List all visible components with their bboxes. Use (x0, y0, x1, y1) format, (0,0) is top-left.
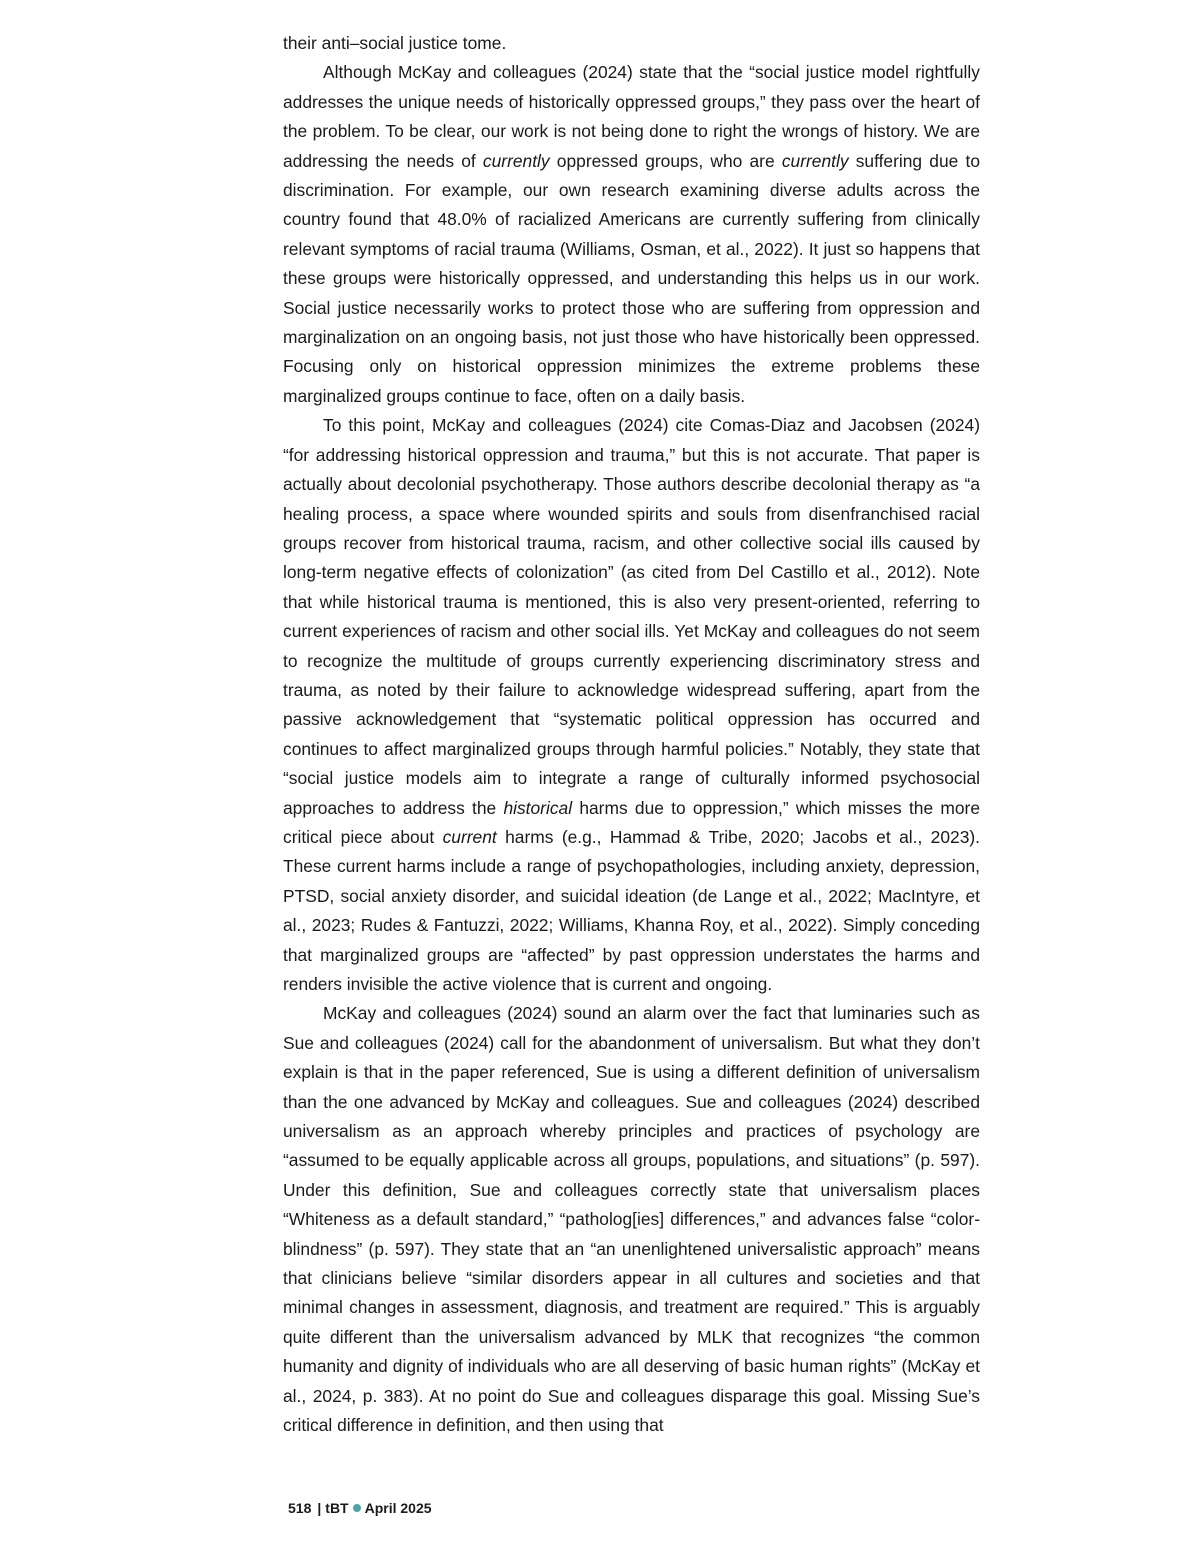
emphasis-currently: currently (482, 150, 550, 171)
text-run: Although McKay and colleagues (2024) state that the “social justice model rightfully addresses the unique needs of historically oppressed groups,” they pass over the heart of the problem. To be clear, our work is not being done to right the wrongs of history. We are addressing the needs of (283, 62, 980, 171)
text-run: harms (e.g., Hammad & Tribe, 2020; Jacobs et al., 2023). These current harms include a range of psychopathologies, including anxiety, depression, PTSD, social anxiety disorder, and suicidal ideation (de Lange et al., 2022; MacIntyre, et al., 2023; Rudes & Fantuzzi, 2022; Williams, Khanna Roy, et al., 2022). Simply conceding that marginalized groups are “affected” by past oppression understates the harms and renders invisible the active violence that is current and ongoing. (283, 826, 980, 994)
journal-name: tBT (325, 1500, 349, 1516)
article-body (283, 29, 980, 1441)
text-run: their anti–social justice tome. (283, 33, 507, 53)
text-run: To this point, McKay and colleagues (2024) cite Comas-Diaz and Jacobsen (2024) “for addressing historical oppression and trauma,” but this is not accurate. That paper is actually about decolonial psychotherapy. Those authors describe decolonial therapy as “a healing process, a space where wounded spirits and souls from disenfranchised racial groups recover from historical trauma, racism, and other collective social ills caused by long-term negative effects of colonization” (as cited from Del Castillo et al., 2012). Note that while historical trauma is mentioned, this is also very present-oriented, referring to current experiences of racism and other social ills. Yet McKay and colleagues do not seem to recognize the multitude of groups currently experiencing discriminatory stress and trauma, as noted by their failure to acknowledge widespread suffering, apart from the passive acknowledgement that “systematic political oppression has occurred and continues to affect marginalized groups through harmful policies.” Notably, they state that “social justice models aim to integrate a range of culturally informed psychosocial approaches to address the (283, 415, 980, 818)
issue-date: April 2025 (364, 1500, 432, 1516)
paragraph-currently-oppressed (283, 58, 980, 411)
text-run: McKay and colleagues (2024) sound an alarm over the fact that luminaries such as Sue and colleagues (2024) call for the abandonment of universalism. But what they don’t explain is that in the paper referenced, Sue is using a different definition of universalism than the one advanced by McKay and colleagues. Sue and colleagues (2024) described universalism as an approach whereby principles and practices of psychology are “assumed to be equally applicable across all groups, populations, and situations” (p. 597). Under this definition, Sue and colleagues correctly state that universalism places “Whiteness as a default standard,” “patholog[ies] differences,” and advances false “color-blindness” (p. 597). They state that an “an unenlightened universalistic approach” means that clinicians believe “similar disorders appear in all cultures and societies and that minimal changes in assessment, diagnosis, and treatment are required.” This is arguably quite different than the universalism advanced by MLK that recognizes “the common humanity and dignity of individuals who are all deserving of basic human rights” (McKay et al., 2024, p. 383). At no point do Sue and colleagues disparage this goal. Missing Sue’s critical difference in definition, and then using that (283, 1003, 980, 1436)
bullet-dot-icon (353, 1504, 361, 1512)
text-run: harms due to oppression,” which misses the more critical piece about (283, 797, 980, 847)
paragraph-universalism (283, 999, 980, 1440)
page-number: 518 (288, 1500, 312, 1516)
emphasis-currently: currently (781, 150, 849, 171)
paragraph-continuation (283, 29, 980, 58)
footer-separator: | (317, 1500, 322, 1516)
emphasis-historical: historical (503, 797, 573, 818)
text-run: oppressed groups, who are (549, 150, 782, 171)
emphasis-current: current (442, 826, 497, 847)
paragraph-decolonial-therapy (283, 411, 980, 999)
text-run: suffering due to discrimination. For example, our own research examining diverse adults across the country found that 48.0% of racialized Americans are currently suffering from clinically relevant symptoms of racial trauma (Williams, Osman, et al., 2022). It just so happens that these groups were historically oppressed, and understanding this helps us in our work. Social justice necessarily works to protect those who are suffering from oppression and marginalization on an ongoing basis, not just those who have historically been oppressed. Focusing only on historical oppression minimizes the extreme problems these marginalized groups continue to face, often on a daily basis. (283, 150, 980, 406)
page-footer (288, 1500, 432, 1516)
